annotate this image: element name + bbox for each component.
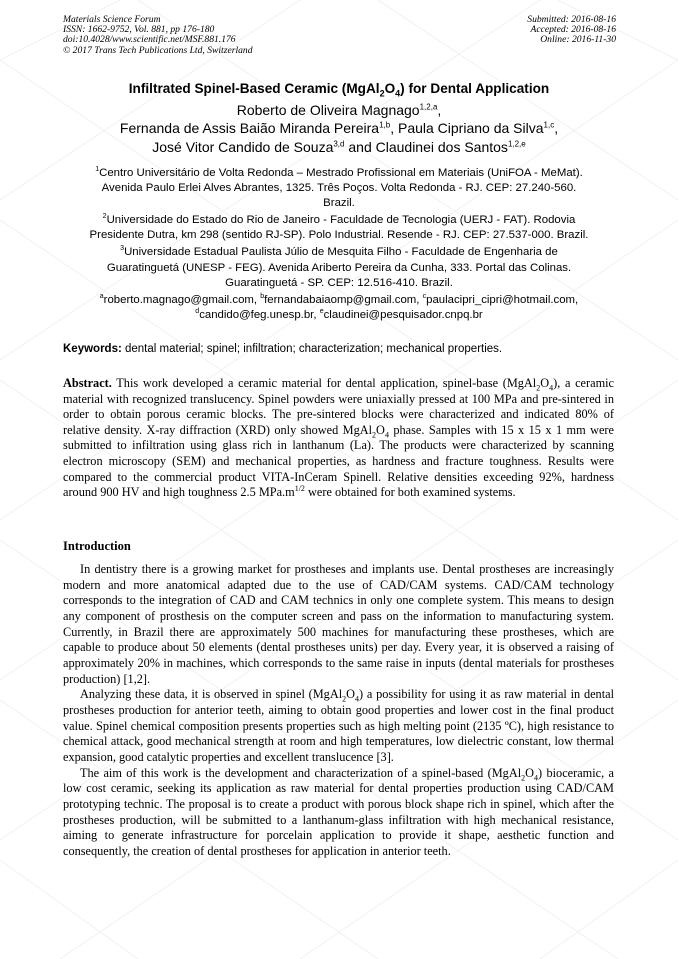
email-list: $^a$roberto.magnago@gmail.com, $^b$fernandabaiaomp@gmail.com, $^c$paulacipri_cipri@hotmail.com, $^d$candido@feg.unesp.br, $^e$claudinei@pesquisador.cnpq.br <box>99 292 579 321</box>
affiliation: $^1$Centro Universitário de Volta Redonda – Mestrado Profissional em Materiais (UniFOA - MeMat). Avenida Paulo Erlei Alves Abrantes, 1325. Três Poços. Volta Redonda - RJ. CEP: 27.240-560. Brazil. <box>95 166 583 210</box>
journal-name: Materials Science Forum <box>63 14 161 25</box>
keywords-label: Keywords: <box>63 343 122 355</box>
email-link[interactable]: fernandabaiaomp@gmail.com, <box>264 293 423 306</box>
submission-dates <box>366 15 616 46</box>
author-list <box>40 101 638 156</box>
email-link[interactable]: roberto.magnago@gmail.com, <box>103 293 261 306</box>
author-line: José Vitor Candido de Souza$^{3,d}$ and Claudinei dos Santos$^{1,2,e}$ <box>152 138 526 155</box>
author-line: Fernanda de Assis Baião Miranda Pereira$^{1,b}$, Paula Cipriano da Silva$^{1,c}$, <box>119 120 559 137</box>
author-line: Roberto de Oliveira Magnago$^{1,2,a}$, <box>236 102 442 118</box>
introduction-body <box>63 562 614 859</box>
accepted-date: Accepted: 2016-08-16 <box>530 24 616 36</box>
journal-header <box>63 15 383 56</box>
affiliation: $^3$Universidade Estadual Paulista Júlio de Mesquita Filho - Faculdade de Engenharia de Guaratinguetá (UNESP - FEG). Avenida Ariberto Pereira da Cunha, 333. Portal das Colinas. Guaratinguetá - SP. CEP: 12.516-410. Brazil. <box>106 245 572 289</box>
affiliation: $^2$Universidade do Estado do Rio de Janeiro - Faculdade de Tecnologia (UERJ - FAT). Rodovia Presidente Dutra, km 298 (sentido RJ-SP). Polo Industrial. Resende - RJ. CEP: 27.537-000. Brazil. <box>89 213 589 242</box>
email-link[interactable]: claudinei@pesquisador.cnpq.br <box>323 308 483 321</box>
abstract-label: Abstract. <box>63 376 112 390</box>
email-link[interactable]: paulacipri_cipri@hotmail.com, <box>426 293 579 306</box>
paragraph: Analyzing these data, it is observed in spinel $(MgAl_2O_4)$ a possibility for using it as raw material in dental prostheses production for anterior teeth, aiming to obtain good properties and lower cost in the final product value. Spinel chemical composition presents properties such as high melting point (2135 ºC), high resistance to chemical attack, good mechanical strength at room and high temperatures, low dielectric constant, low thermal expansion, good catalytic properties and excellent translucence [3]. <box>63 687 614 764</box>
abstract: Abstract. This work developed a ceramic material for dental application, spinel-base $(MgAl_2O_4)$, a ceramic material with recognized translucency. Spinel powders were uniaxially pressed at 100 MPa and pre-sintered in order to obtain porous ceramic blocks. The pre-sintered blocks were characterized and indicated 80% of relative density. X-ray diffraction (XRD) only showed $MgAl_2O_4$ phase. Samples with 15 x 15 x 1 mm were submitted to infiltration using glass rich in lanthanum (La). The products were characterized by scanning electron microscopy (SEM) and mechanical properties, as hardness and fracture toughness. Results were compared to the commercial product VITA-InCeram Spinell. Relative densities exceeding 92%, hardness around 900 HV and high toughness 2.5 $MPa.m^{1/2}$ were obtained for both examined systems. <box>63 376 615 500</box>
section-heading: Introduction <box>63 539 131 553</box>
submitted-date: Submitted: 2016-08-16 <box>527 14 616 25</box>
journal-doi: doi:10.4028/www.scientific.net/MSF.881.176 <box>63 34 236 46</box>
email-link[interactable]: candido@feg.unesp.br, <box>199 308 320 321</box>
paragraph: In dentistry there is a growing market for prostheses and implants use. Dental prostheses are increasingly modern and more anatomical adapted due to the use of CAD/CAM systems. CAD/CAM technology corresponds to the integration of CAD and CAM technics in only one complete system. This means to design any component of prosthesis on the computer screen and pass on the information to manufacturing system. Currently, in Brazil there are approximately 500 machines for manufacturing these prostheses, which are capable to produce about 50 elements (dental prostheses units) per day. Every year, it is observed a raising of approximately 20% in machines, which corresponds to the same raise in inputs (dental materials for prostheses production) [1,2]. <box>63 562 614 686</box>
paper-title: Infiltrated Spinel-Based Ceramic $(MgAl_2O_4)$ for Dental Application <box>128 81 550 99</box>
affiliation-list <box>55 166 623 325</box>
journal-issn: ISSN: 1662-9752, Vol. 881, pp 176-180 <box>63 24 215 36</box>
journal-copyright: © 2017 Trans Tech Publications Ltd, Switzerland <box>63 44 253 56</box>
paragraph: The aim of this work is the development and characterization of a spinel-based $(MgAl_2O_4)$ bioceramic, a low cost ceramic, seeking its application as raw material for dental properties production using CAD/CAM prototyping technic. The proposal is to create a product with porous block shape rich in spinel, which after the prostheses production, will be submitted to a lanthanum-glass infiltration with high mechanical resistance, aiming to generate infrastructure for porcelain application to provide it shape, aesthetic function and consequently, the creation of dental prostheses for application in anterior teeth. <box>63 765 614 858</box>
online-date: Online: 2016-11-30 <box>540 34 616 46</box>
keywords-text: dental material; spinel; infiltration; characterization; mechanical properties. <box>121 343 503 355</box>
keywords <box>63 342 623 357</box>
